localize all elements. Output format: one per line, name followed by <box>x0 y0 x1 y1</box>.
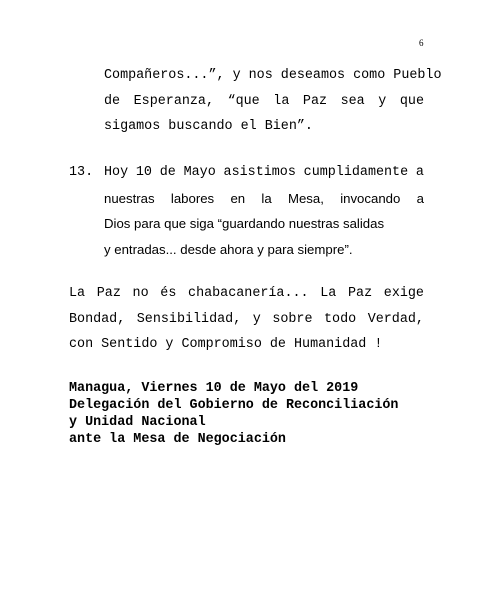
word: la <box>261 190 272 206</box>
word: que <box>399 93 424 109</box>
word: és <box>160 286 177 301</box>
word: en <box>230 190 246 206</box>
item-13-line-4: y entradas... desde ahora y para siempre”. <box>104 241 353 257</box>
word: Paz <box>302 93 328 109</box>
item-13-line-3: Dios para que siga “guardando nuestras salidas <box>104 216 385 231</box>
closing-paragraph <box>69 281 424 358</box>
closing-line-2 <box>69 307 424 333</box>
word: exige <box>383 286 424 301</box>
word: chabacanería... <box>188 286 309 301</box>
word: invocando <box>340 190 401 206</box>
page-number: 6 <box>419 38 424 48</box>
closing-line-1 <box>69 281 424 307</box>
word: no <box>132 286 149 301</box>
word: “que <box>227 93 260 109</box>
word: Paz <box>96 286 121 301</box>
word: labores <box>170 190 215 206</box>
word: Mayo <box>183 165 216 180</box>
signature-date-line: Managua, Viernes 10 de Mayo del 2019 <box>69 381 359 396</box>
signature-negotiation-line: ante la Mesa de Negociación <box>69 432 286 447</box>
word: sobre <box>272 311 313 327</box>
word: Verdad, <box>367 311 424 327</box>
word: Hoy <box>104 165 129 180</box>
signature-unity-line: y Unidad Nacional <box>69 415 206 430</box>
word: Bondad, <box>69 311 126 327</box>
item-13-number: 13. <box>69 165 94 180</box>
word: sea <box>340 93 365 109</box>
word: Esperanza, <box>133 93 214 109</box>
word: y <box>252 311 261 327</box>
continuation-line-3: sigamos buscando el Bien”. <box>104 119 313 134</box>
item-13-line-2 <box>104 186 424 212</box>
word: asistimos <box>223 165 296 180</box>
signature-delegation-line: Delegación del Gobierno de Reconciliación <box>69 398 399 413</box>
word: 10 <box>135 165 152 180</box>
word: la <box>273 93 290 109</box>
word: cumplidamente <box>303 165 409 180</box>
word: a <box>415 165 424 180</box>
continuation-paragraph <box>104 63 442 140</box>
word: Paz <box>348 286 373 301</box>
continuation-line-2 <box>104 89 424 115</box>
closing-line-3: con Sentido y Compromiso de Humanidad ! <box>69 337 383 352</box>
word: a <box>416 190 424 206</box>
item-13-line-1 <box>104 160 424 186</box>
word: todo <box>324 311 357 327</box>
word: de <box>159 165 176 180</box>
word: de <box>104 93 121 109</box>
word: Mesa, <box>287 190 324 206</box>
word: La <box>69 286 86 301</box>
continuation-line-1: Compañeros...”, y nos deseamos como Pueblo <box>104 68 442 83</box>
signature-block <box>69 380 398 448</box>
word: La <box>320 286 337 301</box>
item-13-paragraph <box>104 160 424 262</box>
word: Sensibilidad, <box>136 311 242 327</box>
word: y <box>378 93 387 109</box>
word: nuestras <box>104 190 155 206</box>
